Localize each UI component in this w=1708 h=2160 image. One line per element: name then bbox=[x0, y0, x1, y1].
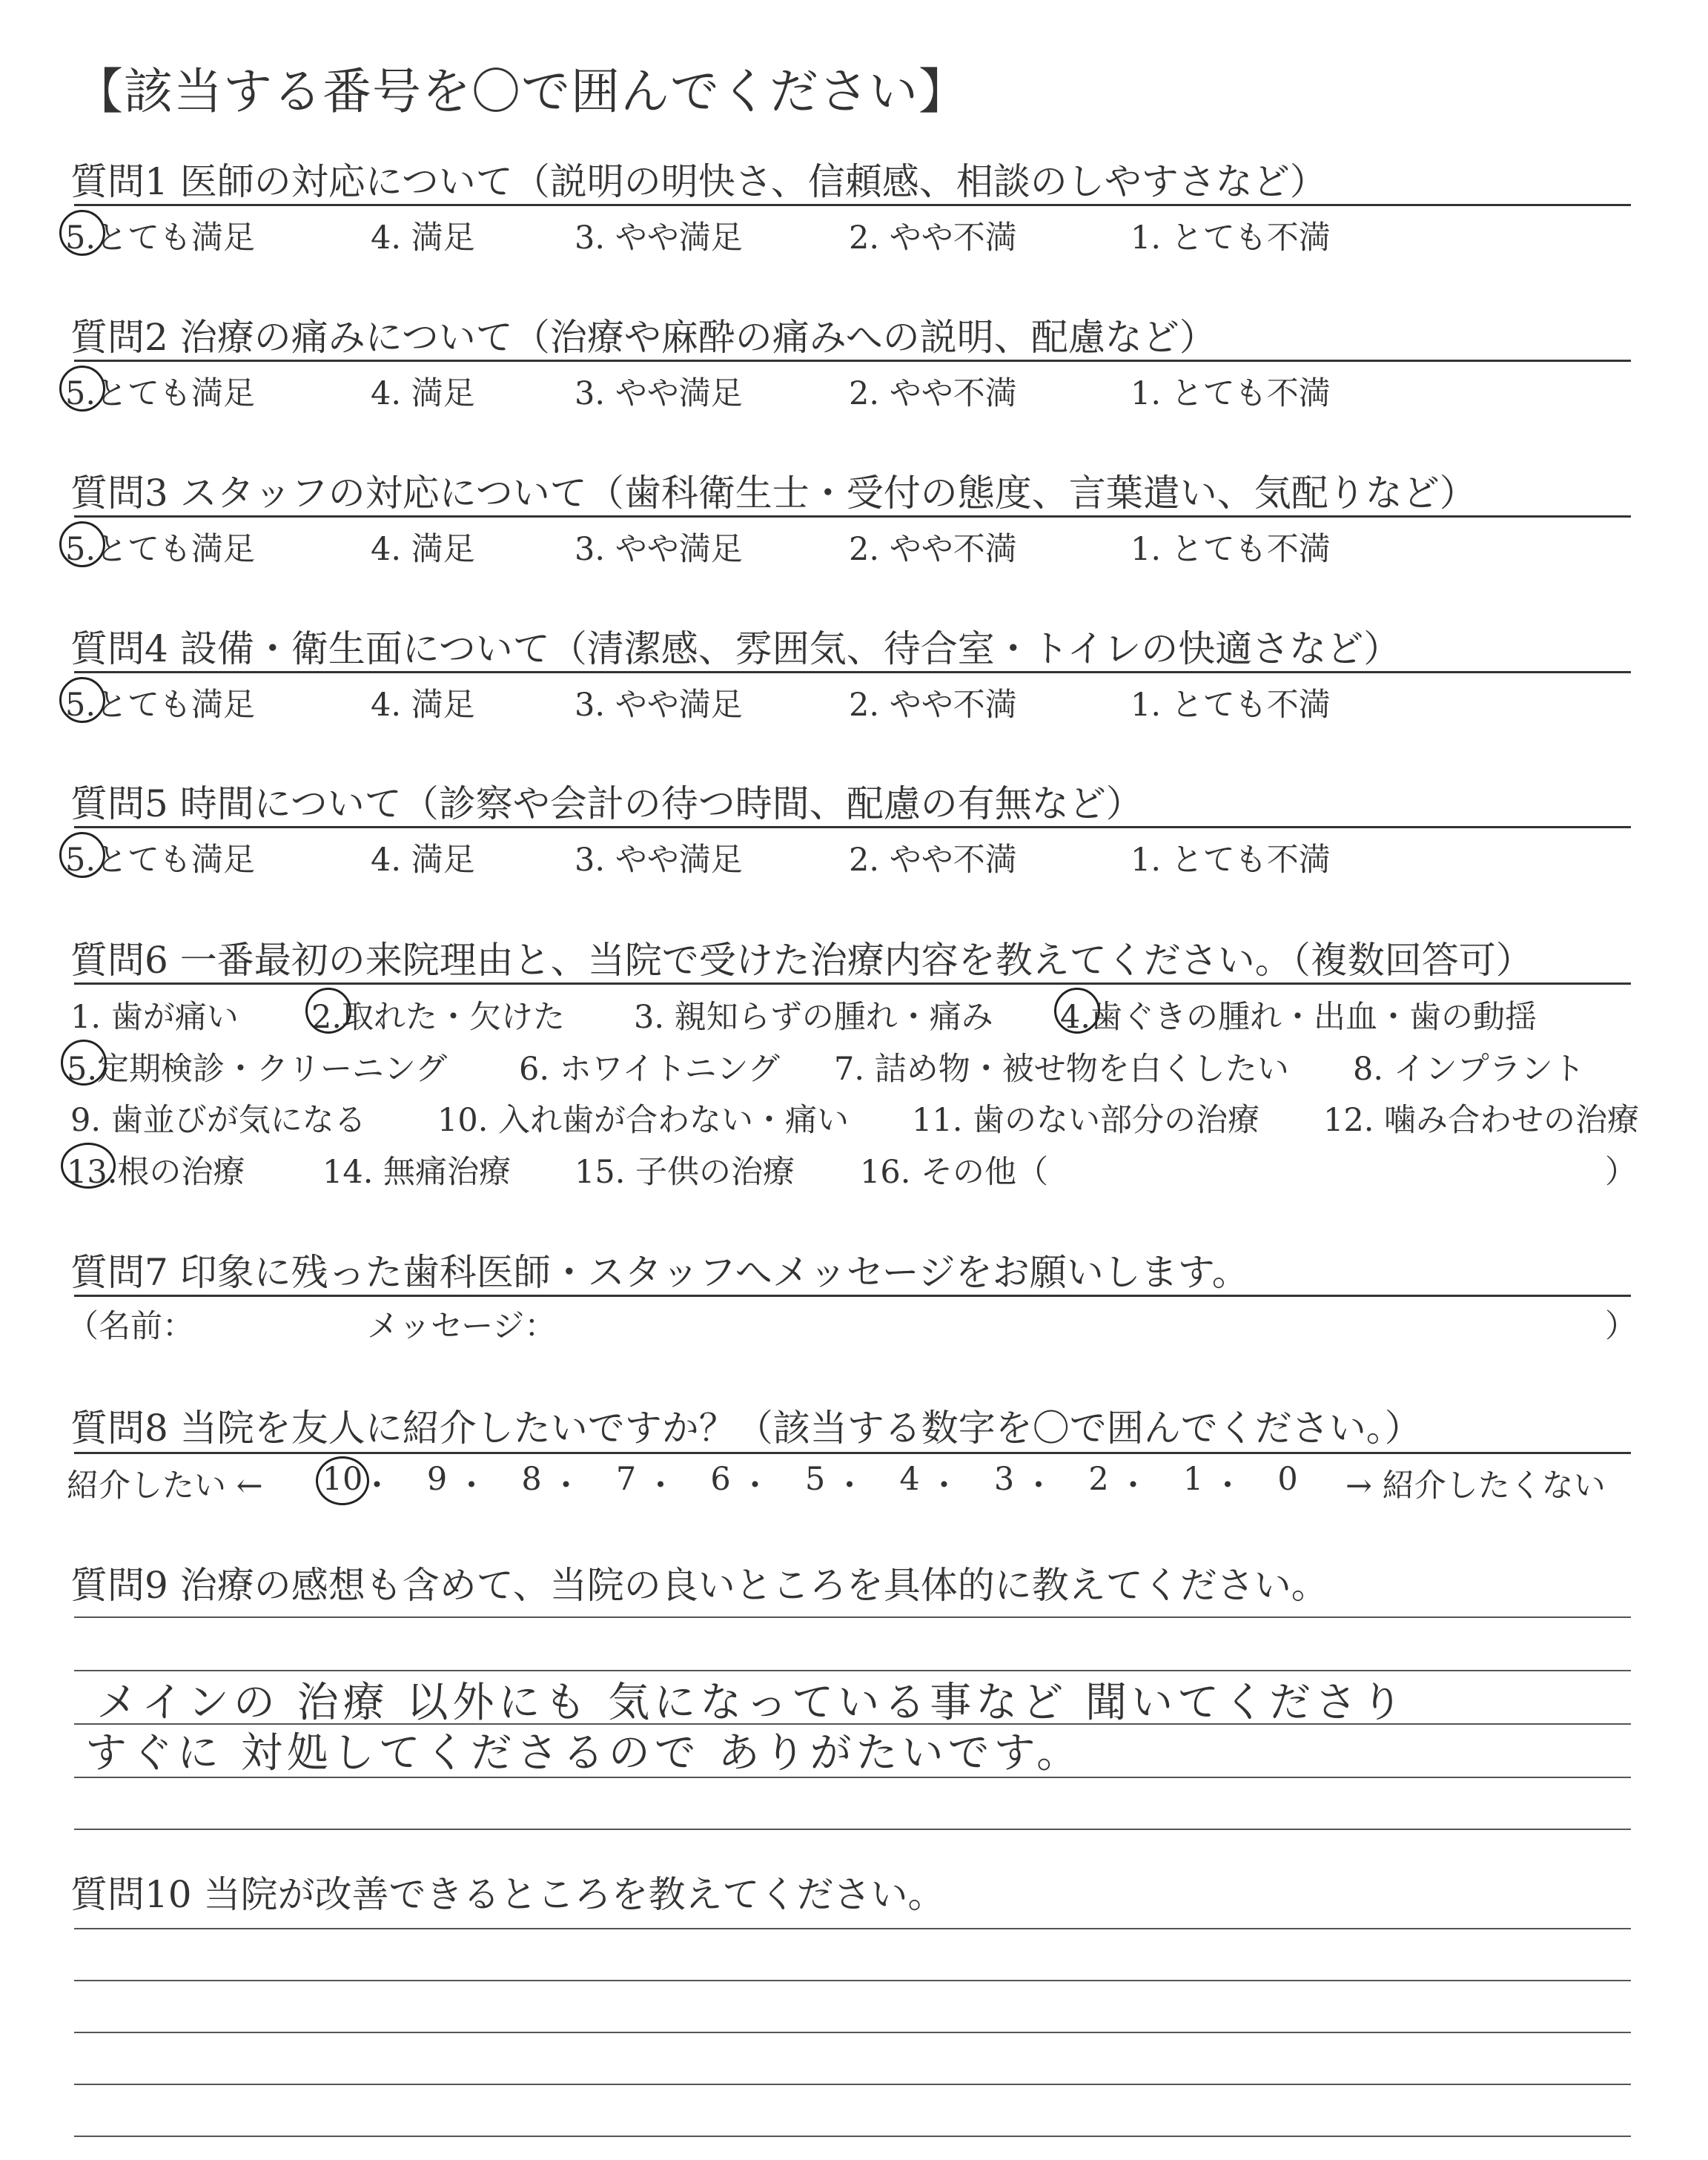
treatment-option[interactable]: 2.取れた・欠けた bbox=[311, 999, 566, 1036]
recommend-score-2[interactable]: 2 bbox=[1088, 1461, 1109, 1498]
rating-option[interactable]: 5.とても満足 bbox=[65, 842, 256, 879]
other-close-paren: ） bbox=[1605, 1154, 1637, 1191]
treatment-option[interactable]: 12. 噛み合わせの治療 bbox=[1323, 1102, 1640, 1139]
treatment-option[interactable]: 13.根の治療 bbox=[67, 1154, 245, 1191]
rating-option[interactable]: 1. とても不満 bbox=[1131, 842, 1331, 879]
recommend-score-9[interactable]: 9 bbox=[426, 1461, 448, 1498]
question-6-title: 質問6 一番最初の来院理由と、当院で受けた治療内容を教えてください。（複数回答可） bbox=[70, 939, 1533, 982]
answer-line bbox=[74, 2032, 1631, 2033]
rating-option[interactable]: 4. 満足 bbox=[371, 219, 475, 257]
question-3-rule bbox=[74, 515, 1631, 518]
scale-separator: ・ bbox=[928, 1467, 960, 1505]
recommend-score-0[interactable]: 0 bbox=[1277, 1461, 1298, 1498]
answer-line bbox=[74, 1928, 1631, 1929]
question-7-rule bbox=[74, 1295, 1631, 1297]
treatment-option[interactable]: 5.定期検診・クリーニング bbox=[67, 1051, 448, 1088]
message-close-paren: ） bbox=[1605, 1308, 1637, 1345]
rating-option[interactable]: 1. とても不満 bbox=[1131, 531, 1331, 568]
scale-separator: ・ bbox=[739, 1467, 771, 1505]
question-5-rule bbox=[74, 826, 1631, 828]
rating-option[interactable]: 2. やや不満 bbox=[849, 531, 1017, 568]
scale-separator: ・ bbox=[550, 1467, 582, 1505]
rating-option[interactable]: 1. とても不満 bbox=[1131, 687, 1331, 724]
recommend-score-7[interactable]: 7 bbox=[615, 1461, 637, 1498]
recommend-score-10[interactable]: 10 bbox=[322, 1461, 363, 1498]
question-3-title: 質問3 スタッフの対応について（歯科衛生士・受付の態度、言葉遣い、気配りなど） bbox=[70, 472, 1477, 515]
rating-option[interactable]: 2. やや不満 bbox=[849, 375, 1017, 412]
recommend-score-6[interactable]: 6 bbox=[710, 1461, 731, 1498]
rating-option[interactable]: 3. やや満足 bbox=[575, 842, 743, 879]
rating-option[interactable]: 3. やや満足 bbox=[575, 219, 743, 257]
question-2-title: 質問2 治療の痛みについて（治療や麻酔の痛みへの説明、配慮など） bbox=[70, 316, 1217, 359]
treatment-option[interactable]: 14. 無痛治療 bbox=[322, 1154, 512, 1191]
rating-option[interactable]: 5.とても満足 bbox=[65, 375, 256, 412]
recommend-score-3[interactable]: 3 bbox=[993, 1461, 1015, 1498]
scale-separator: ・ bbox=[1211, 1467, 1244, 1505]
scale-separator: ・ bbox=[455, 1467, 488, 1505]
recommend-left-label: 紹介したい ← bbox=[67, 1467, 263, 1505]
recommend-score-4[interactable]: 4 bbox=[899, 1461, 920, 1498]
rating-option[interactable]: 1. とても不満 bbox=[1131, 219, 1331, 257]
treatment-option[interactable]: 15. 子供の治療 bbox=[575, 1154, 795, 1191]
rating-option[interactable]: 4. 満足 bbox=[371, 842, 475, 879]
answer-line bbox=[74, 2084, 1631, 2085]
treatment-option[interactable]: 11. 歯のない部分の治療 bbox=[912, 1102, 1260, 1139]
question-4-title: 質問4 設備・衛生面について（清潔感、雰囲気、待合室・トイレの快適さなど） bbox=[70, 627, 1401, 670]
question-9-title: 質問9 治療の感想も含めて、当院の良いところを具体的に教えてください。 bbox=[70, 1564, 1328, 1607]
question-1-rule bbox=[74, 204, 1631, 206]
name-label: （名前： bbox=[67, 1308, 194, 1345]
treatment-option[interactable]: 7. 詰め物・被せ物を白くしたい bbox=[834, 1051, 1289, 1088]
answer-line bbox=[74, 2136, 1631, 2137]
scale-separator: ・ bbox=[361, 1467, 393, 1505]
rating-option[interactable]: 4. 満足 bbox=[371, 531, 475, 568]
rating-option[interactable]: 5.とても満足 bbox=[65, 687, 256, 724]
question-10-title: 質問10 当院が改善できるところを教えてください。 bbox=[70, 1873, 945, 1916]
recommend-score-8[interactable]: 8 bbox=[521, 1461, 542, 1498]
rating-option[interactable]: 3. やや満足 bbox=[575, 687, 743, 724]
treatment-option[interactable]: 8. インプラント bbox=[1353, 1051, 1585, 1088]
scale-separator: ・ bbox=[644, 1467, 677, 1505]
page-title: 【該当する番号を〇で囲んでください】 bbox=[74, 63, 968, 120]
question-8-rule bbox=[74, 1452, 1631, 1454]
rating-option[interactable]: 3. やや満足 bbox=[575, 375, 743, 412]
treatment-option[interactable]: 1. 歯が痛い bbox=[70, 999, 239, 1036]
question-6-rule bbox=[74, 982, 1631, 985]
question-8-title: 質問8 当院を友人に紹介したいですか？（該当する数字を〇で囲んでください。） bbox=[70, 1407, 1422, 1450]
scale-separator: ・ bbox=[1022, 1467, 1055, 1505]
rating-option[interactable]: 4. 満足 bbox=[371, 687, 475, 724]
rating-option[interactable]: 1. とても不満 bbox=[1131, 375, 1331, 412]
scale-separator: ・ bbox=[833, 1467, 866, 1505]
rating-option[interactable]: 5.とても満足 bbox=[65, 531, 256, 568]
treatment-option[interactable]: 16. その他（ bbox=[860, 1154, 1049, 1191]
message-label: メッセージ： bbox=[367, 1308, 557, 1345]
scale-separator: ・ bbox=[1117, 1467, 1149, 1505]
handwritten-answer-line-1: メインの 治療 以外にも 気になっている事など 聞いてくださり bbox=[96, 1679, 1408, 1727]
recommend-score-1[interactable]: 1 bbox=[1182, 1461, 1204, 1498]
recommend-score-5[interactable]: 5 bbox=[804, 1461, 826, 1498]
question-2-rule bbox=[74, 360, 1631, 362]
question-1-title: 質問1 医師の対応について（説明の明快さ、信頼感、相談のしやすさなど） bbox=[70, 160, 1327, 203]
rating-option[interactable]: 3. やや満足 bbox=[575, 531, 743, 568]
recommend-right-label: → 紹介したくない bbox=[1345, 1467, 1606, 1505]
rating-option[interactable]: 2. やや不満 bbox=[849, 842, 1017, 879]
rating-option[interactable]: 4. 満足 bbox=[371, 375, 475, 412]
question-7-title: 質問7 印象に残った歯科医師・スタッフへメッセージをお願いします。 bbox=[70, 1251, 1249, 1294]
answer-line bbox=[74, 1829, 1631, 1830]
rating-option[interactable]: 2. やや不満 bbox=[849, 219, 1017, 257]
treatment-option[interactable]: 6. ホワイトニング bbox=[519, 1051, 780, 1088]
question-5-title: 質問5 時間について（診察や会計の待つ時間、配慮の有無など） bbox=[70, 782, 1143, 825]
rating-option[interactable]: 5.とても満足 bbox=[65, 219, 256, 257]
treatment-option[interactable]: 9. 歯並びが気になる bbox=[70, 1102, 366, 1139]
rating-option[interactable]: 2. やや不満 bbox=[849, 687, 1017, 724]
treatment-option[interactable]: 3. 親知らずの腫れ・痛み bbox=[634, 999, 993, 1036]
answer-line bbox=[74, 1616, 1631, 1618]
answer-line bbox=[74, 1980, 1631, 1981]
treatment-option[interactable]: 4.歯ぐきの腫れ・出血・歯の動揺 bbox=[1060, 999, 1537, 1036]
treatment-option[interactable]: 10. 入れ歯が合わない・痛い bbox=[437, 1102, 850, 1139]
handwritten-answer-line-2: すぐに 対処してくださるので ありがたいです。 bbox=[85, 1729, 1083, 1777]
question-4-rule bbox=[74, 671, 1631, 673]
